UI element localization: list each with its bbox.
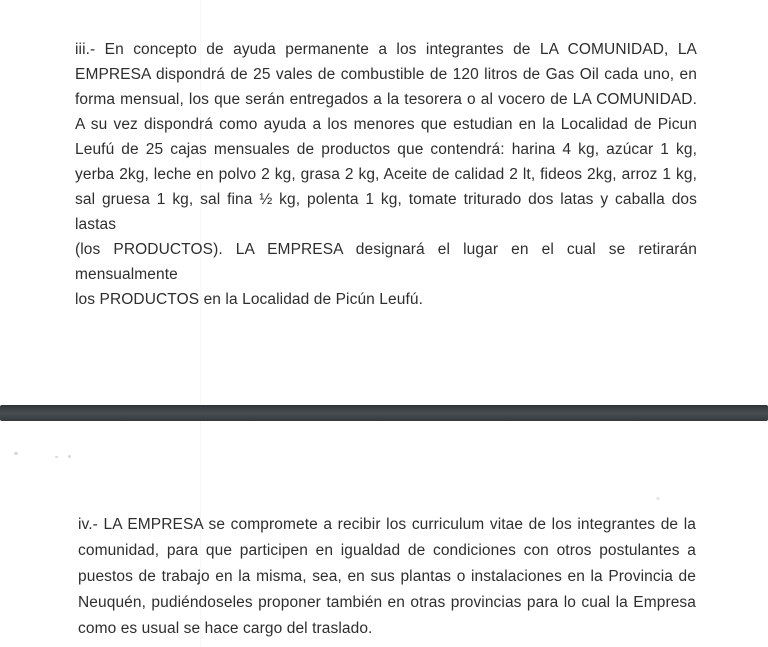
text-line: puestos de trabajo en la misma, sea, en sus plantas o instalaciones en la Provincia de: [78, 568, 696, 585]
text-line: comunidad, para que participen en igualdad de condiciones con otros postulantes a: [78, 542, 696, 559]
scan-speck: [14, 452, 18, 455]
scan-speck: [68, 455, 71, 458]
paragraph-iv: [78, 512, 696, 642]
scan-speck: [55, 456, 58, 458]
text-line: los PRODUCTOS en la Localidad de Picún Leufú.: [75, 291, 423, 308]
text-line: Leufú de 25 cajas mensuales de productos que contendrá: harina 4 kg, azúcar 1 kg,: [75, 141, 697, 158]
paragraph-iii: [75, 37, 697, 312]
text-line: Neuquén, pudiéndoseles proponer también en otras provincias para lo cual la Empresa: [78, 594, 696, 611]
text-line: EMPRESA dispondrá de 25 vales de combustible de 120 litros de Gas Oil cada uno, en: [75, 66, 697, 83]
text-line: iv.- LA EMPRESA se compromete a recibir los curriculum vitae de los integrantes de la: [78, 516, 696, 533]
text-line: yerba 2kg, leche en polvo 2 kg, grasa 2 kg, Aceite de calidad 2 lt, fideos 2kg, arroz 1 kg,: [75, 166, 697, 183]
text-line: iii.- En concepto de ayuda permanente a los integrantes de LA COMUNIDAD, LA: [75, 41, 697, 58]
scan-speck: [656, 497, 660, 500]
text-line: A su vez dispondrá como ayuda a los menores que estudian en la Localidad de Picun: [75, 116, 697, 133]
text-line: como es usual se hace cargo del traslado.: [78, 620, 373, 637]
text-line: forma mensual, los que serán entregados a la tesorera o al vocero de LA COMUNIDAD.: [75, 91, 697, 108]
text-line: (los PRODUCTOS). LA EMPRESA designará el lugar en el cual se retirarán mensualmente: [75, 241, 697, 283]
page-break-divider: [0, 405, 768, 421]
text-line: sal gruesa 1 kg, sal fina ½ kg, polenta 1 kg, tomate triturado dos latas y caballa dos lastas: [75, 191, 697, 233]
